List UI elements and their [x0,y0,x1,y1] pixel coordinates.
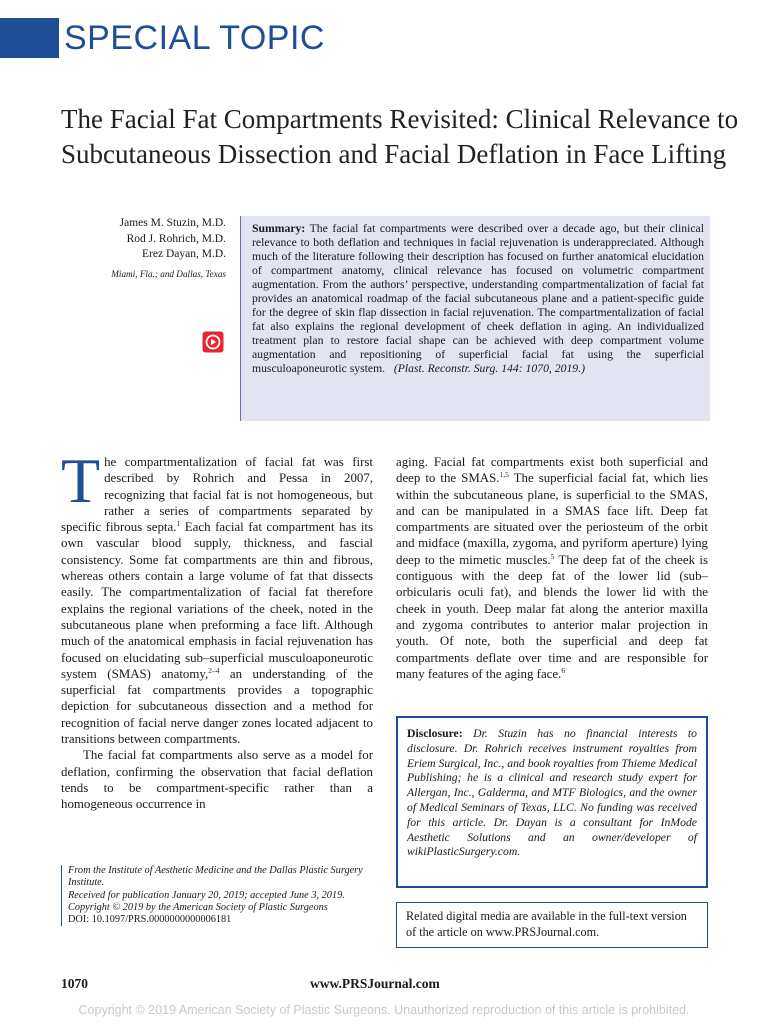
body-column-left [61,454,373,850]
author-name: Rod J. Rohrich, M.D. [126,232,226,245]
video-play-icon[interactable] [202,331,224,353]
body-paragraph: The facial fat compartments also serve as a model for deflation, confirming the observation that facial deflation tends to be compartment-specific rather than a homogeneous occurrence in [61,748,373,812]
footnote-received: Received for publication January 20, 2019; accepted June 3, 2019. [68,889,345,901]
page-number: 1070 [61,976,88,991]
reference-marker: 6 [561,665,566,675]
body-paragraph: The compartmentalization of facial fat was first described by Rohrich and Pessa in 2007, recognizing that facial fat is not homogeneous, but rather a series of compartments separated by specific fibrous septa.$^1$ Each facial fat compartment has its own vascular blood supply, thickness, and fascial consistency. Some fat compartments are thin and fibrous, whereas others contain a large volume of fat that dissects easily. The compartmentalization of facial fat therefore explains the regional variations of the cheek, noted in the subcutaneous plane when preforming a face lift. Although much of the anatomical emphasis in facial rejuvenation has focused on elucidating sub–superficial musculoaponeurotic system (SMAS) anatomy,$^{2-4}$ an understanding of the superficial fat compartments provides a topographic depiction for subcutaneous dissection and a method for recognition of facial nerve danger zones located adjacent to transitions between compartments. [61,454,373,747]
copyright-notice: Copyright © 2019 American Society of Plastic Surgeons. Unauthorized reproduction of this article is prohibited. [78,1003,690,1017]
body-column-right [396,454,708,682]
summary-text: The facial fat compartments were described over a decade ago, but their clinical relevance to both deflation and techniques in facial rejuvenation is underappreciated. Although much of the literature following their description has focused on further anatomical elucidation of compartment anatomy, clinical relevance has focused on volumetric compartment augmentation. From the authors’ perspective, understanding compartmentalization of facial fat provides an anatomical roadmap of the facial subcutaneous plane and a patient-specific guide for the degree of skin flap dissection in facial rejuvenation. The compartmentalization of facial fat also explains the regional development of cheek deflation in aging. An individualized treatment plan to restore facial shape can be achieved with deep compartment volume augmentation and repositioning of superficial facial fat using the superficial musculoaponeurotic system. [252,222,704,375]
footnote-institute: From the Institute of Aesthetic Medicine and the Dallas Plastic Surgery Institute. [68,865,363,889]
section-color-band [0,18,59,58]
disclosure-text: Dr. Stuzin has no financial interests to disclosure. Dr. Rohrich receives instrument royalties from Eriem Surgical, Inc., and book royalties from Thieme Medical Publishing; he is a clinical and research study expert for Allergan, Inc., Galderma, and MTF Biologics, and the owner of Medical Seminars of Texas, LLC. No funding was received for this article. Dr. Dayan is a consultant for InMode Aesthetic Solutions and an owner/developer of wikiPlasticSurgery.com. [407,727,697,859]
article-footnote [61,865,373,926]
summary-label: Summary: [252,222,306,235]
article-title: The Facial Fat Compartments Revisited: Clinical Relevance to Subcutaneous Dissection and Facial Deflation in Face Lifting [61,104,739,169]
footnote-copyright: Copyright © 2019 by the American Society of Plastic Surgeons [68,901,328,913]
reference-marker: 1 [176,519,181,529]
reference-marker: 5 [550,551,555,561]
section-title: SPECIAL TOPIC [64,19,325,57]
disclosure-box [396,716,708,888]
journal-url[interactable]: www.PRSJournal.com [310,976,440,991]
disclosure-label: Disclosure: [407,727,463,740]
author-affiliation: Miami, Fla.; and Dallas, Texas [111,269,226,279]
author-list [60,216,226,263]
footnote-doi: DOI: 10.1097/PRS.0000000000006181 [68,914,232,926]
drop-cap: T [61,454,101,516]
body-paragraph: aging. Facial fat compartments exist both superficial and deep to the SMAS.$^{1,5}$ The superficial facial fat, which lies within the subcutaneous plane, is superficial to the SMAS, and can be manipulated in a SMAS face lift. Deep fat compartments are situated over the periosteum of the orbit and midface (maxilla, zygoma, and pyriform aperture) lying deep to the mimetic muscles.$^5$ The deep fat of the cheek is contiguous with the deep fat of the lower lid (sub–orbicularis oculi fat), and blends the lower lid with the cheek in youth. Deep malar fat along the anterior maxilla and zygoma contributes to anterior malar projection in youth. Of note, both the superficial and deep fat compartments deflate over time and are responsible for many features of the aging face.$^6$ [396,455,708,681]
summary-citation: (Plast. Reconstr. Surg. 144: 1070, 2019.) [393,362,585,375]
author-name: James M. Stuzin, M.D. [119,217,226,229]
summary-box [240,216,710,421]
reference-marker: 2–4 [208,665,220,675]
reference-marker: 1,5 [499,470,509,480]
digital-media-note: Related digital media are available in the full-text version of the article on www.PRSJournal.com. [396,902,708,948]
author-name: Erez Dayan, M.D. [142,248,226,260]
